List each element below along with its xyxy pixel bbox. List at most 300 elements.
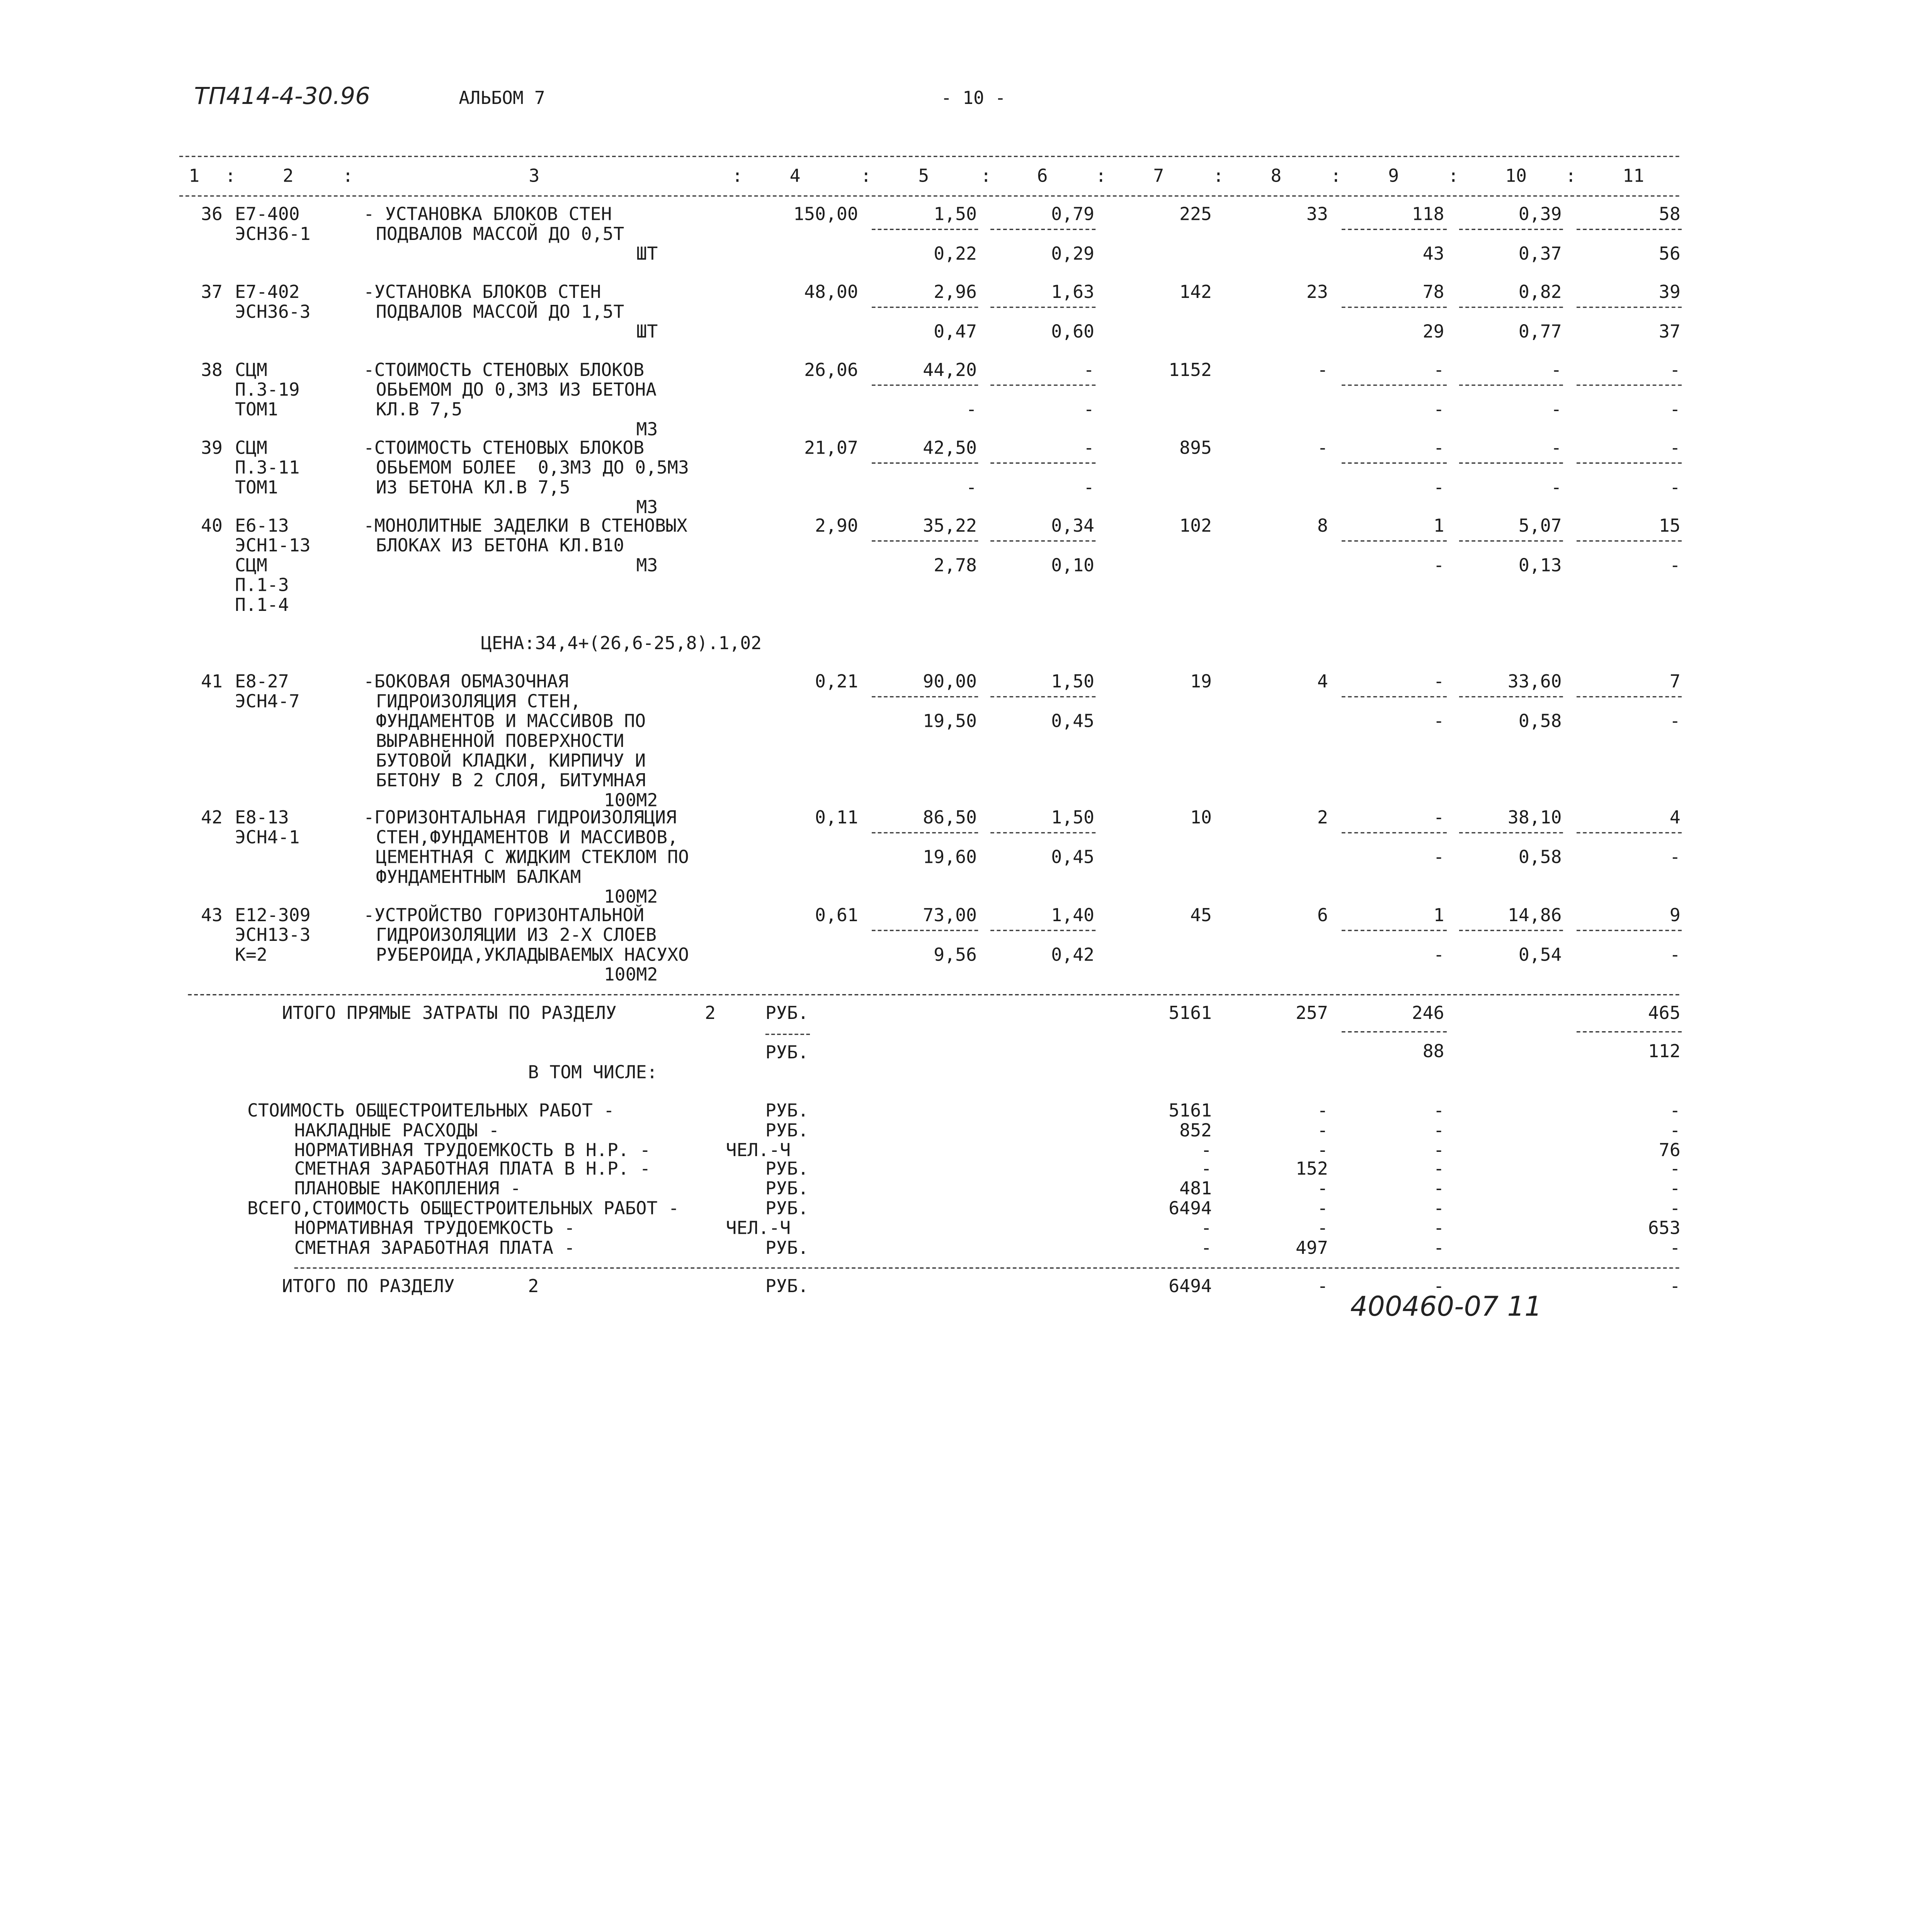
sub-rule — [1577, 1031, 1682, 1032]
sub-rule — [872, 930, 978, 931]
labor-unit-machinist: 0,58 — [1518, 848, 1562, 868]
price-note: ЦЕНА:34,4+(26,6-25,8).1,02 — [481, 634, 762, 654]
unit-wage: 0,22 — [934, 245, 977, 265]
labor-unit: 0,39 — [1518, 205, 1562, 225]
labor-unit: - — [1551, 439, 1562, 459]
sub-rule — [1577, 930, 1682, 931]
unit-machine-wage: 0,60 — [1051, 323, 1094, 343]
sub-rule — [1342, 696, 1447, 697]
total-cost: 1152 — [1169, 361, 1212, 381]
breakdown-label: ПЛАНОВЫЕ НАКОПЛЕНИЯ - — [294, 1180, 521, 1200]
work-description: -УСТАНОВКА БЛОКОВ СТЕН — [363, 283, 601, 303]
labor-total: 7 — [1669, 672, 1681, 692]
column-separator: : — [1448, 167, 1459, 187]
total-cost: 481 — [1179, 1180, 1212, 1200]
total-cost: 852 — [1179, 1121, 1212, 1141]
labor-unit: - — [1551, 361, 1562, 381]
norm-code: ТОМ1 — [235, 478, 278, 498]
column-separator: : — [732, 167, 743, 187]
work-description: РУБЕРОИДА,УКЛАДЫВАЕМЫХ НАСУХО — [376, 946, 689, 966]
labor-total-machinist: - — [1669, 946, 1681, 966]
unit-cost: 86,50 — [923, 808, 977, 828]
sub-rule — [990, 696, 1095, 697]
total-rule — [294, 1267, 1679, 1269]
unit-cost: 44,20 — [923, 361, 977, 381]
unit: М3 — [636, 498, 658, 518]
unit: 100М2 — [604, 888, 658, 908]
sub-rule — [1342, 930, 1447, 931]
labor-unit-machinist: - — [1551, 478, 1562, 498]
breakdown-label: ВСЕГО,СТОИМОСТЬ ОБЩЕСТРОИТЕЛЬНЫХ РАБОТ - — [247, 1199, 679, 1219]
page-number: - 10 - — [941, 89, 1006, 109]
norm-code: СЦМ — [235, 361, 267, 381]
labor-total: 58 — [1658, 205, 1681, 225]
machine-cost: 78 — [1422, 283, 1444, 303]
labor-total: - — [1669, 361, 1681, 381]
total-cost: 102 — [1179, 517, 1212, 537]
total-wages: 8 — [1317, 517, 1328, 537]
work-description: ИЗ БЕТОНА КЛ.В 7,5 — [376, 478, 570, 498]
labor-total-machinist: - — [1669, 848, 1681, 868]
machine-cost: - — [1433, 1180, 1444, 1200]
column-number-9: 9 — [1388, 167, 1399, 187]
norm-code: ЭСН4-1 — [235, 828, 300, 849]
norm-code: П.1-3 — [235, 576, 289, 596]
sub-rule — [872, 384, 978, 386]
machine-cost: 118 — [1412, 205, 1444, 225]
header-top-rule — [179, 156, 1679, 157]
row-number: 40 — [201, 517, 223, 537]
unit-cost: 90,00 — [923, 672, 977, 692]
row-number: 37 — [201, 283, 223, 303]
norm-code: ЭСН13-3 — [235, 926, 311, 946]
unit: РУБ. — [765, 1238, 809, 1259]
machine-wage: - — [1433, 478, 1444, 498]
unit-wage: 0,47 — [934, 323, 977, 343]
labor-total: 76 — [1658, 1141, 1681, 1161]
work-description: ОБЬЕМОМ ДО 0,3М3 ИЗ БЕТОНА — [376, 381, 657, 401]
column-separator: : — [1095, 167, 1107, 187]
labor-total: 4 — [1669, 808, 1681, 828]
machine-wage: - — [1433, 946, 1444, 966]
labor-total: - — [1669, 1180, 1681, 1200]
unit: РУБ. — [765, 1180, 809, 1200]
total-wages: 4 — [1317, 672, 1328, 692]
labor-total: 15 — [1658, 517, 1681, 537]
labor-total-machinist: - — [1669, 478, 1681, 498]
row-number: 38 — [201, 361, 223, 381]
total-cost: 5161 — [1169, 1004, 1212, 1024]
document-code: ТП414-4-30.96 — [194, 83, 370, 110]
labor-total: - — [1669, 1121, 1681, 1141]
breakdown-label: СМЕТНАЯ ЗАРАБОТНАЯ ПЛАТА В Н.Р. - — [294, 1160, 651, 1180]
labor-unit: 33,60 — [1507, 672, 1562, 692]
norm-code: ТОМ1 — [235, 400, 278, 420]
sub-rule — [1342, 1031, 1447, 1032]
unit: ЧЕЛ.-Ч — [726, 1141, 791, 1161]
breakdown-label: СМЕТНАЯ ЗАРАБОТНАЯ ПЛАТА - — [294, 1238, 575, 1259]
norm-code: ЭСН1-13 — [235, 536, 311, 556]
column-number-4: 4 — [789, 167, 801, 187]
total-wages: - — [1317, 1141, 1328, 1161]
total-cost: - — [1201, 1160, 1212, 1180]
sub-rule — [1459, 696, 1563, 697]
work-description: ПОДВАЛОВ МАССОЙ ДО 1,5Т — [376, 303, 624, 323]
norm-code: Е8-27 — [235, 672, 289, 692]
sub-rule — [1577, 384, 1682, 386]
row-number: 43 — [201, 906, 223, 926]
labor-total: - — [1669, 1238, 1681, 1259]
row-number: 39 — [201, 439, 223, 459]
total-wages: - — [1317, 439, 1328, 459]
column-separator: : — [1330, 167, 1342, 187]
unit: ШТ — [636, 245, 658, 265]
unit-machine-cost: - — [1084, 361, 1094, 381]
labor-unit-machinist: 0,58 — [1518, 712, 1562, 732]
sub-rule — [1577, 307, 1682, 308]
machine-cost: - — [1433, 1160, 1444, 1180]
column-number-3: 3 — [529, 167, 540, 187]
quantity: 150,00 — [793, 205, 858, 225]
total-cost: - — [1201, 1141, 1212, 1161]
unit-machine-wage: 0,45 — [1051, 712, 1094, 732]
work-description: - УСТАНОВКА БЛОКОВ СТЕН — [363, 205, 612, 225]
labor-total-machinist: - — [1669, 556, 1681, 577]
work-description: ОБЬЕМОМ БОЛЕЕ 0,3М3 ДО 0,5М3 — [376, 459, 689, 479]
total-cost: - — [1201, 1219, 1212, 1239]
total-wages: 6 — [1317, 906, 1328, 926]
unit: М3 — [636, 420, 658, 440]
sub-rule — [1459, 384, 1563, 386]
quantity: 0,11 — [815, 808, 858, 828]
norm-code: ЭСН36-1 — [235, 225, 311, 245]
total-wages: - — [1317, 1180, 1328, 1200]
sub-rule — [1342, 463, 1447, 464]
work-description: -СТОИМОСТЬ СТЕНОВЫХ БЛОКОВ — [363, 439, 645, 459]
row-number: 42 — [201, 808, 223, 828]
machine-cost: - — [1433, 1277, 1444, 1297]
sub-rule — [1577, 540, 1682, 541]
quantity: 2,90 — [815, 517, 858, 537]
unit-machine-cost: 1,50 — [1051, 672, 1094, 692]
work-description: ГИДРОИЗОЛЯЦИИ ИЗ 2-Х СЛОЕВ — [376, 926, 657, 946]
labor-total-machinist: 37 — [1658, 323, 1681, 343]
sub-rule — [1342, 540, 1447, 541]
machine-wage: - — [1433, 848, 1444, 868]
breakdown-label: НОРМАТИВНАЯ ТРУДОЕМКОСТЬ - — [294, 1219, 575, 1239]
total-wages: - — [1317, 1199, 1328, 1219]
section-rule — [188, 994, 1679, 995]
unit-machine-cost: 0,34 — [1051, 517, 1094, 537]
unit-machine-wage: - — [1084, 400, 1094, 420]
norm-code: ЭСН4-7 — [235, 692, 300, 713]
sub-rule — [1577, 832, 1682, 833]
unit-cost: 42,50 — [923, 439, 977, 459]
quantity: 0,21 — [815, 672, 858, 692]
sub-rule — [1459, 463, 1563, 464]
sub-rule — [872, 229, 978, 230]
machine-cost: 1 — [1433, 906, 1444, 926]
labor-total: - — [1669, 1160, 1681, 1180]
unit-cost: 1,50 — [934, 205, 977, 225]
total-wages: - — [1317, 1121, 1328, 1141]
total-cost: 10 — [1190, 808, 1212, 828]
unit: ШТ — [636, 323, 658, 343]
including-label: В ТОМ ЧИСЛЕ: — [528, 1063, 658, 1083]
machine-cost: 246 — [1412, 1004, 1444, 1024]
work-description: БУТОВОЙ КЛАДКИ, КИРПИЧУ И — [376, 752, 646, 772]
column-number-11: 11 — [1623, 167, 1645, 187]
norm-code: СЦМ — [235, 556, 267, 577]
section-number: 2 — [705, 1004, 716, 1024]
sub-rule — [1459, 832, 1563, 833]
total-cost: 45 — [1190, 906, 1212, 926]
column-number-5: 5 — [918, 167, 929, 187]
labor-unit-machinist: 0,37 — [1518, 245, 1562, 265]
work-description: -МОНОЛИТНЫЕ ЗАДЕЛКИ В СТЕНОВЫХ — [363, 517, 687, 537]
total-cost: 6494 — [1169, 1277, 1212, 1297]
work-description: -БОКОВАЯ ОБМАЗОЧНАЯ — [363, 672, 569, 692]
unit-machine-wage: 0,45 — [1051, 848, 1094, 868]
norm-code: Е8-13 — [235, 808, 289, 828]
work-description: ГИДРОИЗОЛЯЦИЯ СТЕН, — [376, 692, 581, 713]
sub-rule — [872, 463, 978, 464]
sub-rule — [872, 832, 978, 833]
total-cost: 6494 — [1169, 1199, 1212, 1219]
machine-cost: - — [1433, 1102, 1444, 1122]
sub-rule — [990, 307, 1095, 308]
column-separator: : — [1213, 167, 1224, 187]
sub-rule — [1342, 307, 1447, 308]
row-number: 41 — [201, 672, 223, 692]
machine-cost: - — [1433, 439, 1444, 459]
labor-unit: 14,86 — [1507, 906, 1562, 926]
quantity: 0,61 — [815, 906, 858, 926]
work-description: -СТОИМОСТЬ СТЕНОВЫХ БЛОКОВ — [363, 361, 645, 381]
norm-code: П.3-11 — [235, 459, 300, 479]
machine-cost: - — [1433, 361, 1444, 381]
total-wages: - — [1317, 361, 1328, 381]
work-description: ФУНДАМЕНТОВ И МАССИВОВ ПО — [376, 712, 646, 732]
archive-stamp: 400460-07 11 — [1350, 1292, 1542, 1323]
quantity: 26,06 — [804, 361, 858, 381]
sub-rule — [990, 463, 1095, 464]
machine-wage: - — [1433, 556, 1444, 577]
sub-rule — [872, 307, 978, 308]
work-description: ВЫРАВНЕННОЙ ПОВЕРХНОСТИ — [376, 732, 624, 752]
labor-unit-machinist: 0,77 — [1518, 323, 1562, 343]
section-total-label: ИТОГО ПО РАЗДЕЛУ — [282, 1277, 455, 1297]
total-wages: - — [1317, 1219, 1328, 1239]
total-cost: - — [1201, 1238, 1212, 1259]
sub-rule — [1342, 832, 1447, 833]
total-cost: 5161 — [1169, 1102, 1212, 1122]
unit-wage: - — [966, 400, 977, 420]
machine-wage: 29 — [1422, 323, 1444, 343]
norm-code: ЭСН36-3 — [235, 303, 311, 323]
unit: РУБ. — [765, 1121, 809, 1141]
work-description: БЛОКАХ ИЗ БЕТОНА КЛ.В10 — [376, 536, 624, 556]
unit-wage: 2,78 — [934, 556, 977, 577]
work-description: ФУНДАМЕНТНЫМ БАЛКАМ — [376, 868, 581, 888]
unit-machine-cost: - — [1084, 439, 1094, 459]
unit: 100М2 — [604, 966, 658, 986]
total-cost: 225 — [1179, 205, 1212, 225]
column-number-8: 8 — [1271, 167, 1282, 187]
sub-rule — [1459, 930, 1563, 931]
sub-rule — [1459, 229, 1563, 230]
column-number-10: 10 — [1505, 167, 1527, 187]
column-separator: : — [1565, 167, 1577, 187]
norm-code: Е12-309 — [235, 906, 311, 926]
machine-wage: 88 — [1422, 1042, 1444, 1062]
sub-rule — [1577, 229, 1682, 230]
column-separator: : — [342, 167, 354, 187]
unit-machine-cost: 1,63 — [1051, 283, 1094, 303]
labor-unit: 5,07 — [1518, 517, 1562, 537]
unit-cost: 73,00 — [923, 906, 977, 926]
column-separator: : — [225, 167, 236, 187]
unit-machine-cost: 1,50 — [1051, 808, 1094, 828]
column-separator: : — [861, 167, 872, 187]
total-cost: 895 — [1179, 439, 1212, 459]
labor-unit: 0,82 — [1518, 283, 1562, 303]
work-description: ПОДВАЛОВ МАССОЙ ДО 0,5Т — [376, 225, 624, 245]
work-description: СТЕН,ФУНДАМЕНТОВ И МАССИВОВ, — [376, 828, 678, 849]
total-wages: 497 — [1295, 1238, 1328, 1259]
norm-code: П.1-4 — [235, 596, 289, 616]
total-wages: 152 — [1295, 1160, 1328, 1180]
quantity: 48,00 — [804, 283, 858, 303]
machine-cost: 1 — [1433, 517, 1444, 537]
sub-rule — [1342, 384, 1447, 386]
labor-total: - — [1669, 1277, 1681, 1297]
column-separator: : — [980, 167, 992, 187]
unit-wage: 19,50 — [923, 712, 977, 732]
labor-total-machinist: - — [1669, 400, 1681, 420]
work-description: КЛ.В 7,5 — [376, 400, 463, 420]
unit-cost: 35,22 — [923, 517, 977, 537]
work-description: -УСТРОЙСТВО ГОРИЗОНТАЛЬНОЙ — [363, 906, 645, 926]
total-wages: - — [1317, 1277, 1328, 1297]
sub-rule — [1459, 307, 1563, 308]
labor-unit: 38,10 — [1507, 808, 1562, 828]
norm-code: Е7-402 — [235, 283, 300, 303]
unit-wage: - — [966, 478, 977, 498]
sub-rule — [1342, 229, 1447, 230]
norm-code: Е7-400 — [235, 205, 300, 225]
total-cost: 142 — [1179, 283, 1212, 303]
sub-rule — [990, 540, 1095, 541]
labor-total-machinist: 56 — [1658, 245, 1681, 265]
total-wages: 33 — [1306, 205, 1328, 225]
labor-total: 653 — [1648, 1219, 1681, 1239]
labor-total-machinist: - — [1669, 712, 1681, 732]
norm-code: Е6-13 — [235, 517, 289, 537]
unit: РУБ. — [765, 1160, 809, 1180]
sub-rule — [872, 696, 978, 697]
work-description: БЕТОНУ В 2 СЛОЯ, БИТУМНАЯ — [376, 771, 646, 791]
machine-wage: - — [1433, 400, 1444, 420]
column-number-7: 7 — [1153, 167, 1164, 187]
norm-code: К=2 — [235, 946, 267, 966]
norm-code: СЦМ — [235, 439, 267, 459]
total-wages: 257 — [1295, 1004, 1328, 1024]
sub-rule — [1577, 463, 1682, 464]
sub-rule — [872, 540, 978, 541]
sub-rule — [1459, 540, 1563, 541]
unit: 100М2 — [604, 791, 658, 811]
labor-unit-machinist: - — [1551, 400, 1562, 420]
machine-cost: - — [1433, 1121, 1444, 1141]
norm-code: П.3-19 — [235, 381, 300, 401]
machine-cost: - — [1433, 1141, 1444, 1161]
unit-cost: 2,96 — [934, 283, 977, 303]
machine-cost: - — [1433, 1238, 1444, 1259]
total-direct-label: ИТОГО ПРЯМЫЕ ЗАТРАТЫ ПО РАЗДЕЛУ — [282, 1004, 617, 1024]
column-number-1: 1 — [189, 167, 200, 187]
total-wages: - — [1317, 1102, 1328, 1122]
unit-machine-wage: - — [1084, 478, 1094, 498]
total-wages: 23 — [1306, 283, 1328, 303]
unit: РУБ. — [765, 1043, 809, 1063]
row-number: 36 — [201, 205, 223, 225]
labor-total-machinist: 112 — [1648, 1042, 1681, 1062]
machine-cost: - — [1433, 808, 1444, 828]
unit: ЧЕЛ.-Ч — [726, 1219, 791, 1239]
sub-rule — [990, 832, 1095, 833]
sub-rule — [1577, 696, 1682, 697]
labor-total: - — [1669, 1102, 1681, 1122]
machine-wage: 43 — [1422, 245, 1444, 265]
total-wages: 2 — [1317, 808, 1328, 828]
unit-machine-wage: 0,10 — [1051, 556, 1094, 577]
machine-cost: - — [1433, 1219, 1444, 1239]
unit: РУБ. — [765, 1102, 809, 1122]
unit: РУБ. — [765, 1004, 809, 1024]
labor-total: 39 — [1658, 283, 1681, 303]
unit-wage: 19,60 — [923, 848, 977, 868]
sub-rule — [990, 930, 1095, 931]
column-number-2: 2 — [282, 167, 294, 187]
unit-wage: 9,56 — [934, 946, 977, 966]
breakdown-label: НОРМАТИВНАЯ ТРУДОЕМКОСТЬ В Н.Р. - — [294, 1141, 651, 1161]
header-bottom-rule — [179, 196, 1679, 197]
unit-machine-wage: 0,42 — [1051, 946, 1094, 966]
labor-total: - — [1669, 439, 1681, 459]
machine-cost: - — [1433, 672, 1444, 692]
sub-rule — [990, 384, 1095, 386]
labor-total: 465 — [1648, 1004, 1681, 1024]
quantity: 21,07 — [804, 439, 858, 459]
unit: РУБ. — [765, 1199, 809, 1219]
labor-unit-machinist: 0,13 — [1518, 556, 1562, 577]
section-number: 2 — [528, 1277, 539, 1297]
breakdown-label: НАКЛАДНЫЕ РАСХОДЫ - — [294, 1121, 500, 1141]
unit: М3 — [636, 556, 658, 577]
total-cost: 19 — [1190, 672, 1212, 692]
labor-total: - — [1669, 1199, 1681, 1219]
labor-total: 9 — [1669, 906, 1681, 926]
breakdown-label: СТОИМОСТЬ ОБЩЕСТРОИТЕЛЬНЫХ РАБОТ - — [247, 1102, 614, 1122]
album-label: АЛЬБОМ 7 — [459, 89, 545, 109]
work-description: -ГОРИЗОНТАЛЬНАЯ ГИДРОИЗОЛЯЦИЯ — [363, 808, 677, 828]
machine-wage: - — [1433, 712, 1444, 732]
sub-rule — [990, 229, 1095, 230]
unit-machine-wage: 0,29 — [1051, 245, 1094, 265]
unit: РУБ. — [765, 1277, 809, 1297]
unit-machine-cost: 0,79 — [1051, 205, 1094, 225]
